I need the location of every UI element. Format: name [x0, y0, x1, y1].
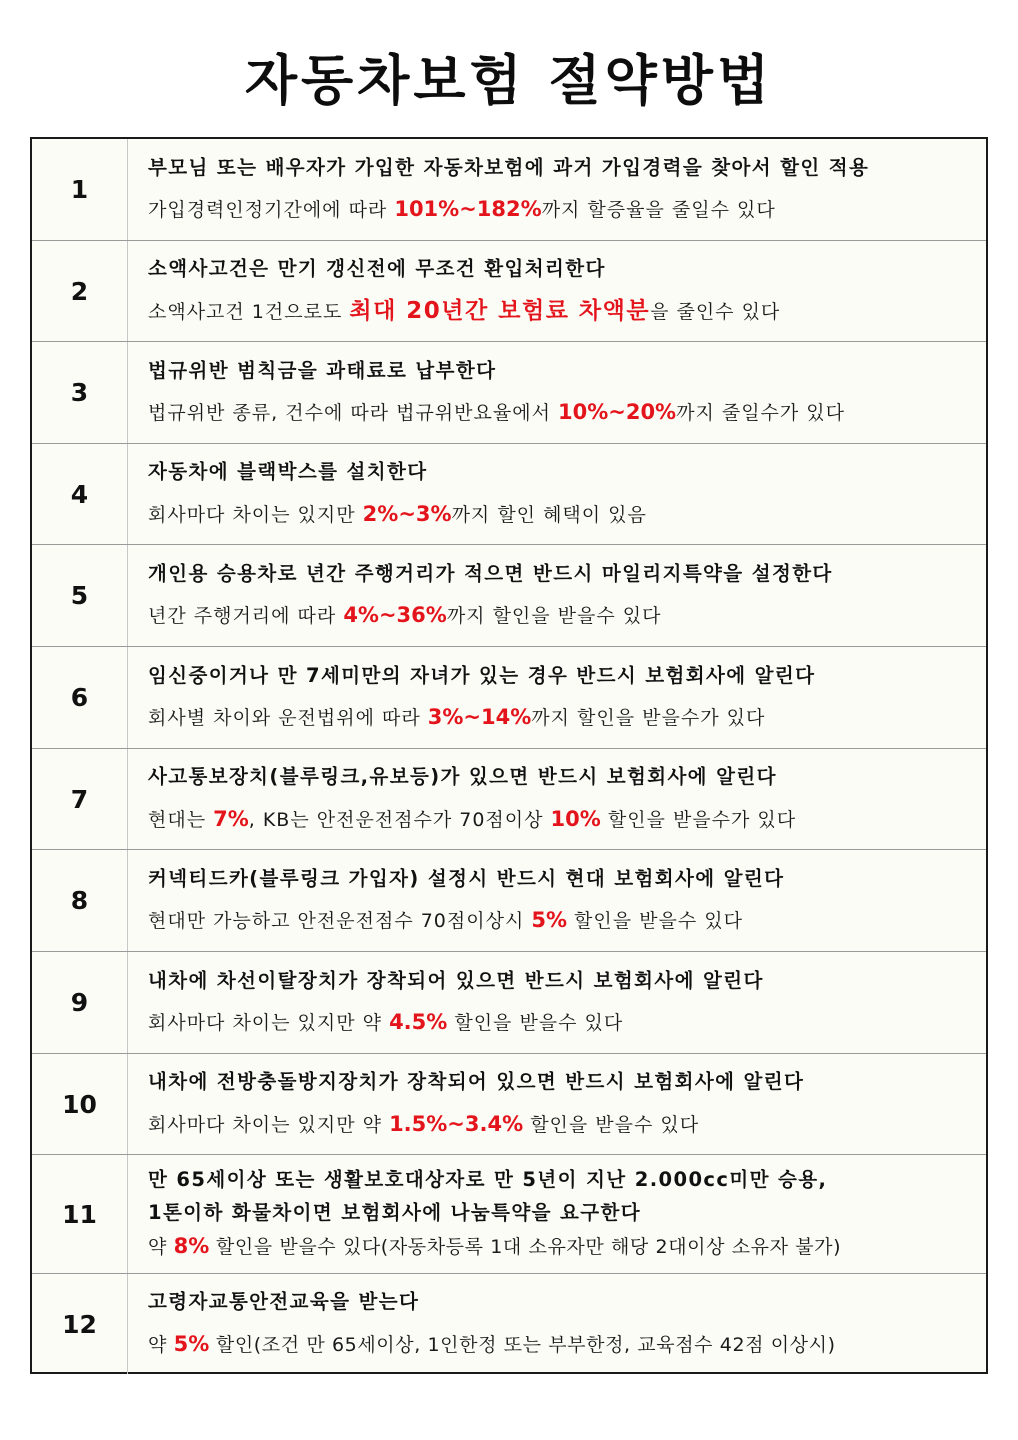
detail-text: 할인을 받을수 있다	[447, 1012, 624, 1035]
row-number: 12	[32, 1274, 128, 1374]
row-detail	[148, 502, 986, 527]
discount-highlight: 3%~14%	[427, 705, 532, 730]
table-row	[32, 1155, 986, 1274]
row-heading: 법규위반 범칙금을 과태료로 납부한다	[148, 358, 497, 382]
table-row	[32, 1054, 986, 1155]
row-content	[128, 241, 986, 341]
detail-text: 소액사고건 1건으로도	[148, 300, 350, 323]
row-detail	[148, 807, 986, 832]
page-title: 자동차보험 절약방법	[244, 49, 774, 112]
table-row	[32, 952, 986, 1054]
row-detail	[148, 1234, 986, 1259]
row-content	[128, 1274, 986, 1374]
detail-text: , KB는 안전운전점수가 70점이상	[248, 808, 551, 831]
row-heading: 커넥티드카(블루링크 가입자) 설정시 반드시 현대 보험회사에 알린다	[148, 866, 785, 890]
detail-text: 회사별 차이와 운전법위에 따라	[148, 707, 428, 730]
row-number: 3	[32, 342, 128, 443]
table-row	[32, 850, 986, 952]
row-heading: 임신중이거나 만 7세미만의 자녀가 있는 경우 반드시 보험회사에 알린다	[148, 663, 816, 687]
table-row	[32, 342, 986, 444]
row-number: 7	[32, 749, 128, 849]
row-number: 9	[32, 952, 128, 1053]
detail-text: 회사마다 차이는 있지만 약	[148, 1113, 390, 1136]
table-row	[32, 647, 986, 749]
row-content	[128, 647, 986, 748]
row-heading: 고령자교통안전교육을 받는다	[148, 1290, 420, 1314]
row-detail	[148, 705, 986, 730]
detail-text: 까지 할인을 받을수가 있다	[531, 707, 766, 730]
row-number: 11	[32, 1155, 128, 1273]
discount-highlight: 4%~36%	[343, 603, 447, 628]
detail-text: 까지 줄일수가 있다	[676, 402, 846, 425]
detail-text: 법규위반 종류, 건수에 따라 법규위반요율에서	[148, 402, 558, 425]
detail-text: 할인을 받을수 있다	[523, 1113, 700, 1136]
discount-highlight: 8%	[173, 1234, 210, 1258]
row-detail	[148, 603, 986, 628]
detail-text: 할인(조건 만 65세이상, 1인한정 또는 부부한정, 교육점수 42점 이상시)	[209, 1333, 836, 1356]
discount-highlight: 10%	[550, 806, 601, 831]
row-number: 2	[32, 241, 128, 341]
detail-text: 현대만 가능하고 안전운전점수 70점이상시	[148, 910, 532, 933]
row-content	[128, 444, 986, 544]
row-content	[128, 1054, 986, 1154]
detail-text: 현대는	[148, 808, 214, 831]
detail-text: 할인을 받을수 있다(자동차등록 1대 소유자만 해당 2대이상 소유자 불가)	[209, 1236, 842, 1258]
row-detail	[148, 1332, 986, 1357]
detail-text: 까지 할인을 받을수 있다	[446, 605, 662, 628]
detail-text: 회사마다 차이는 있지만 약	[148, 1012, 390, 1035]
discount-highlight: 101%~182%	[394, 197, 542, 222]
row-number: 5	[32, 545, 128, 646]
row-heading: 만 65세이상 또는 생활보호대상자로 만 5년이 지난 2.000cc미만 승용,	[148, 1168, 828, 1192]
table-row	[32, 444, 986, 545]
table-row	[32, 241, 986, 342]
row-number: 4	[32, 444, 128, 544]
row-content	[128, 139, 986, 240]
table-row	[32, 749, 986, 850]
row-content	[128, 952, 986, 1053]
discount-highlight: 최대 20년간 보험료 차액분	[349, 297, 651, 324]
row-number: 6	[32, 647, 128, 748]
discount-highlight: 7%	[213, 806, 249, 831]
table-row	[32, 545, 986, 647]
detail-text: 회사마다 차이는 있지만	[148, 503, 363, 526]
row-content	[128, 342, 986, 443]
row-content	[128, 545, 986, 646]
discount-highlight: 5%	[173, 1331, 210, 1356]
row-content	[128, 749, 986, 849]
row-heading: 부모님 또는 배우자가 가입한 자동차보험에 과거 가입경력을 찾아서 할인 적용	[148, 155, 870, 179]
discount-highlight: 2%~3%	[362, 501, 452, 526]
detail-text: 을 줄인수 있다	[650, 300, 781, 323]
table-row	[32, 139, 986, 241]
row-detail	[148, 197, 986, 222]
row-heading: 소액사고건은 만기 갱신전에 무조건 환입처리한다	[148, 256, 606, 280]
discount-highlight: 4.5%	[389, 1010, 448, 1035]
detail-text: 까지 할증율을 줄일수 있다	[541, 199, 776, 222]
row-detail	[148, 1112, 986, 1137]
detail-text: 까지 할인 혜택이 있음	[451, 503, 647, 526]
row-detail	[148, 298, 986, 324]
table-row	[32, 1274, 986, 1374]
row-number: 10	[32, 1054, 128, 1154]
discount-highlight: 1.5%~3.4%	[389, 1111, 524, 1136]
detail-text: 약	[148, 1236, 174, 1258]
row-detail	[148, 1010, 986, 1035]
detail-text: 할인을 받을수 있다	[567, 910, 743, 933]
row-heading: 개인용 승용차로 년간 주행거리가 적으면 반드시 마일리지특약을 설정한다	[148, 561, 833, 585]
discount-highlight: 10%~20%	[557, 400, 677, 425]
detail-text: 할인을 받을수가 있다	[600, 808, 797, 831]
row-heading: 내차에 차선이탈장치가 장착되어 있으면 반드시 보험회사에 알린다	[148, 968, 764, 992]
row-content	[128, 850, 986, 951]
row-heading: 사고통보장치(블루링크,유보등)가 있으면 반드시 보험회사에 알린다	[148, 765, 777, 789]
row-detail	[148, 908, 986, 933]
row-detail	[148, 400, 986, 425]
detail-text: 약	[148, 1333, 174, 1356]
detail-text: 년간 주행거리에 따라	[148, 605, 344, 628]
row-number: 1	[32, 139, 128, 240]
row-heading: 자동차에 블랙박스를 설치한다	[148, 460, 428, 484]
row-heading-continued: 1톤이하 화물차이면 보험회사에 나눔특약을 요구한다	[148, 1200, 641, 1224]
discount-highlight: 5%	[531, 908, 568, 933]
row-number: 8	[32, 850, 128, 951]
row-content	[128, 1155, 986, 1273]
row-heading: 내차에 전방충돌방지장치가 장착되어 있으면 반드시 보험회사에 알린다	[148, 1070, 805, 1094]
tips-table	[30, 137, 988, 1374]
detail-text: 가입경력인정기간에에 따라	[148, 199, 395, 222]
